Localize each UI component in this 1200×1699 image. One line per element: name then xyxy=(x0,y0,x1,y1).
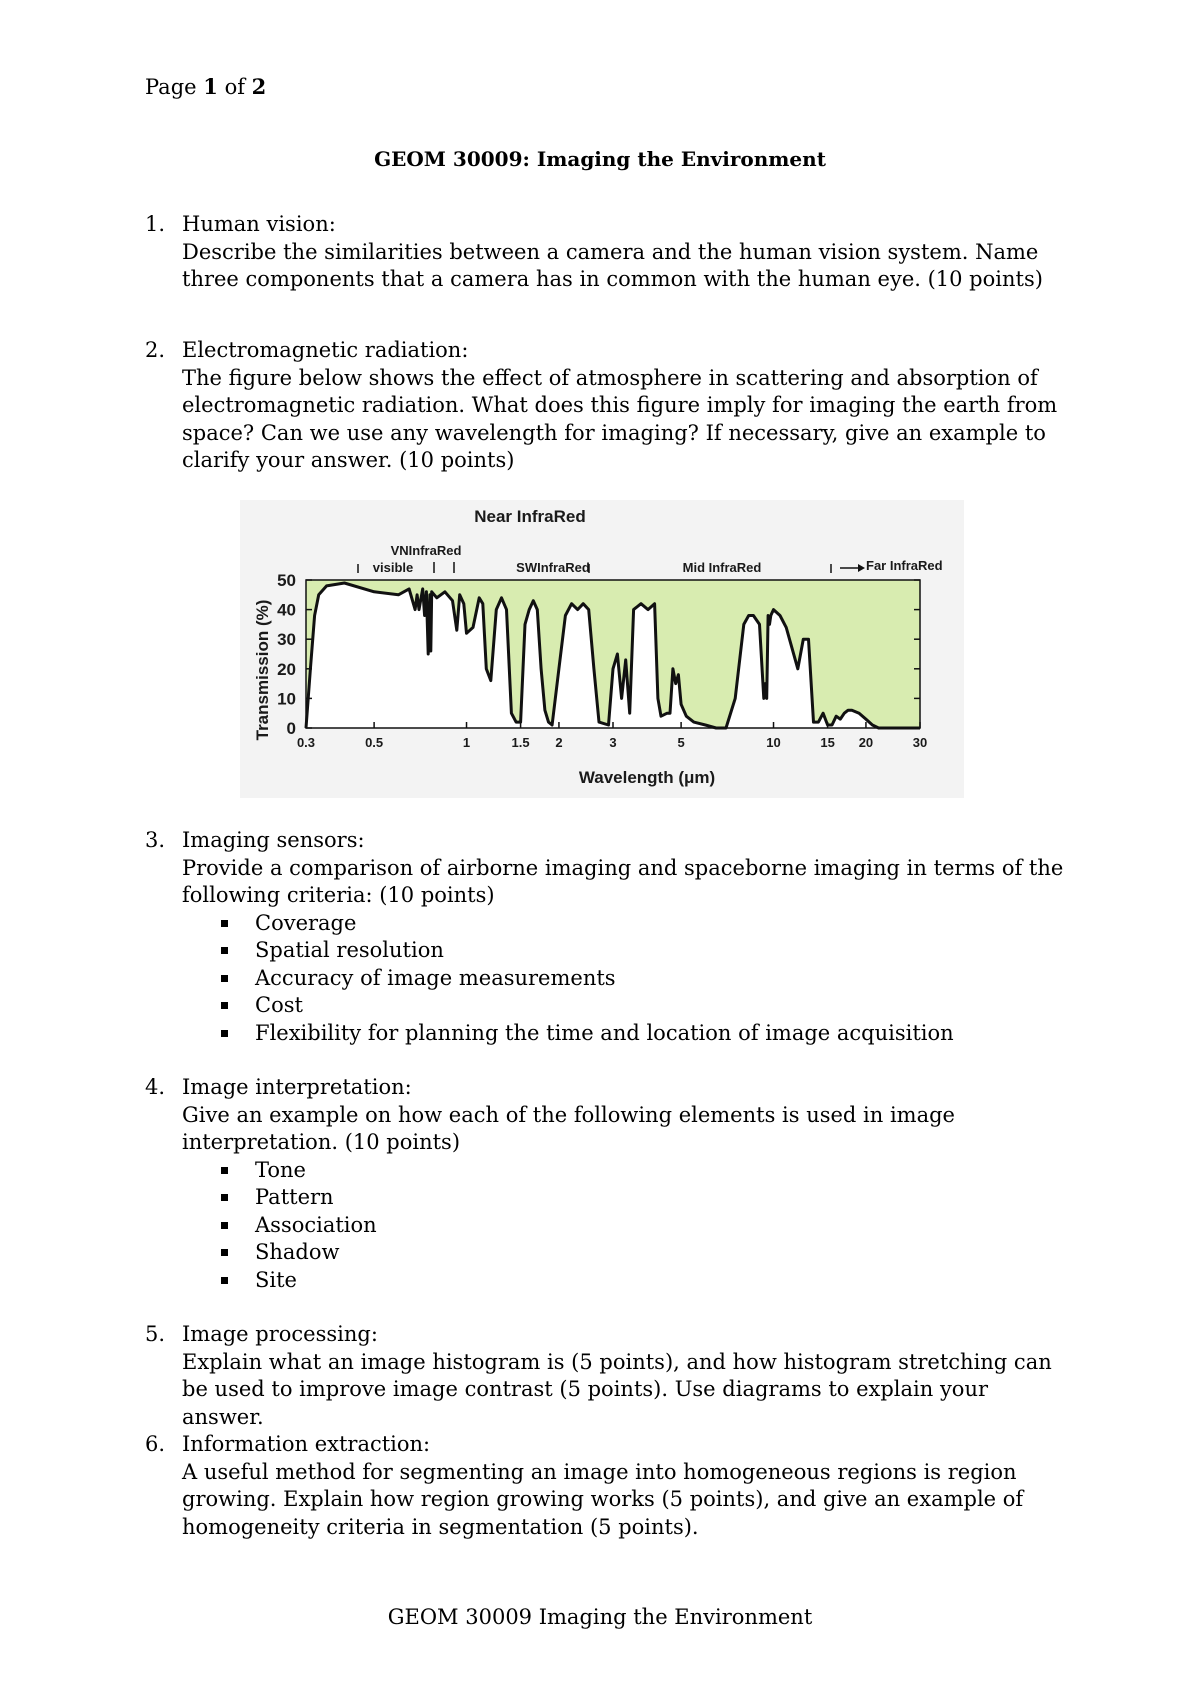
list-item-text: Site xyxy=(255,1267,297,1292)
elements-list xyxy=(145,1157,1075,1295)
list-item xyxy=(255,1239,1075,1267)
page-number xyxy=(145,74,266,99)
x-tick-label: 30 xyxy=(912,735,928,750)
x-tick-label: 2 xyxy=(555,735,563,750)
region-label-vninfrared: VNInfraRed xyxy=(390,543,462,558)
transmission-chart xyxy=(240,500,964,798)
region-label-visible: visible xyxy=(372,560,414,575)
criteria-list xyxy=(145,910,1075,1048)
y-tick-label: 20 xyxy=(277,659,296,679)
list-item-text: Accuracy of image measurements xyxy=(255,965,616,990)
list-item-text: Association xyxy=(255,1212,377,1237)
question-number: 3. xyxy=(145,828,166,852)
x-tick-label: 0.3 xyxy=(296,735,316,750)
list-item-text: Pattern xyxy=(255,1185,334,1209)
x-tick-label: 1 xyxy=(462,735,471,750)
bullet-icon xyxy=(221,947,228,954)
question-heading: Information extraction: xyxy=(182,1432,431,1456)
list-item xyxy=(255,1212,1075,1240)
bullet-icon xyxy=(221,1002,228,1009)
page-total: 2 xyxy=(251,74,267,99)
question-heading: Imaging sensors: xyxy=(182,828,365,852)
x-axis-label: Wavelength (μm) xyxy=(578,768,716,787)
region-label-swinfrared: SWInfraRed xyxy=(516,560,590,575)
question-body: A useful method for segmenting an image into homogeneous regions is region growing. Explain how region growing works (5 points), and give an example of homogeneity criteria in segmentation (5 points). xyxy=(182,1459,1024,1539)
question-number: 5. xyxy=(145,1322,166,1346)
list-item xyxy=(255,965,1075,993)
page-of: of xyxy=(217,75,252,99)
y-tick-label: 10 xyxy=(277,689,296,709)
y-tick-label: 30 xyxy=(277,630,296,650)
question-heading: Electromagnetic radiation: xyxy=(182,338,469,362)
bullet-icon xyxy=(221,1194,228,1201)
x-tick-label: 15 xyxy=(820,735,835,750)
question-heading: Image processing: xyxy=(182,1322,378,1346)
y-axis-label: Transmission (%) xyxy=(253,599,272,741)
bullet-icon xyxy=(221,1222,228,1229)
question-1 xyxy=(145,211,1075,294)
page-prefix: Page xyxy=(145,75,204,99)
list-item xyxy=(255,910,1075,938)
question-body: Describe the similarities between a camera and the human vision system. Name three components that a camera has in common with the human eye. (10 points) xyxy=(182,239,1043,291)
list-item-text: Cost xyxy=(255,993,303,1017)
x-tick-label: 3 xyxy=(609,735,617,750)
chart-svg xyxy=(240,500,964,798)
region-label-midinfrared: Mid InfraRed xyxy=(682,560,762,575)
x-tick-label: 5 xyxy=(677,735,685,750)
question-heading: Image interpretation: xyxy=(182,1075,412,1099)
bullet-icon xyxy=(221,1167,228,1174)
y-tick-label: 50 xyxy=(277,571,296,590)
list-item-text: Shadow xyxy=(255,1240,340,1264)
region-label-farinfrared: Far InfraRed xyxy=(866,558,943,573)
page-footer: GEOM 30009 Imaging the Environment xyxy=(387,1605,813,1629)
question-body: Provide a comparison of airborne imaging and spaceborne imaging in terms of the following criteria: (10 points) xyxy=(182,855,1064,907)
page-current: 1 xyxy=(203,74,218,99)
x-tick-label: 1.5 xyxy=(511,735,530,750)
question-4 xyxy=(145,1074,1075,1294)
chart-title: Near InfraRed xyxy=(474,507,586,526)
question-3 xyxy=(145,827,1075,1047)
list-item xyxy=(255,992,1075,1020)
list-item-text: Tone xyxy=(255,1157,306,1182)
list-item-text: Spatial resolution xyxy=(255,938,444,962)
question-body: Give an example on how each of the following elements is used in image interpretation. (10 points) xyxy=(182,1102,955,1154)
bullet-icon xyxy=(221,1030,228,1037)
question-body: The figure below shows the effect of atmosphere in scattering and absorption of electromagnetic radiation. What does this figure imply for imaging the earth from space? Can we use any wavelength for imaging? If necessary, give an example to clarify your answer. (10 points) xyxy=(182,365,1058,472)
question-6 xyxy=(145,1431,1075,1541)
question-2 xyxy=(145,337,1075,475)
bullet-icon xyxy=(221,1277,228,1284)
list-item xyxy=(255,1267,1075,1295)
list-item-text: Coverage xyxy=(255,910,357,935)
list-item-text: Flexibility for planning the time and location of image acquisition xyxy=(255,1020,954,1045)
bullet-icon xyxy=(221,1249,228,1256)
question-5 xyxy=(145,1321,1075,1431)
list-item xyxy=(255,1020,1075,1048)
question-heading: Human vision: xyxy=(182,212,336,236)
list-item xyxy=(255,1184,1075,1212)
question-body: Explain what an image histogram is (5 points), and how histogram stretching can be used to improve image contrast (5 points). Use diagrams to explain your answer. xyxy=(182,1349,1052,1429)
x-tick-label: 20 xyxy=(858,735,874,750)
document-title: GEOM 30009: Imaging the Environment xyxy=(374,147,826,171)
y-tick-label: 40 xyxy=(277,600,296,620)
x-tick-label: 0.5 xyxy=(365,735,384,750)
question-number: 6. xyxy=(145,1432,166,1456)
question-number: 1. xyxy=(145,212,166,236)
bullet-icon xyxy=(221,920,228,927)
x-tick-label: 10 xyxy=(766,735,781,750)
list-item xyxy=(255,937,1075,965)
question-number: 4. xyxy=(145,1075,166,1099)
list-item xyxy=(255,1157,1075,1185)
y-tick-label: 0 xyxy=(286,719,296,738)
question-number: 2. xyxy=(145,338,166,362)
bullet-icon xyxy=(221,975,228,982)
